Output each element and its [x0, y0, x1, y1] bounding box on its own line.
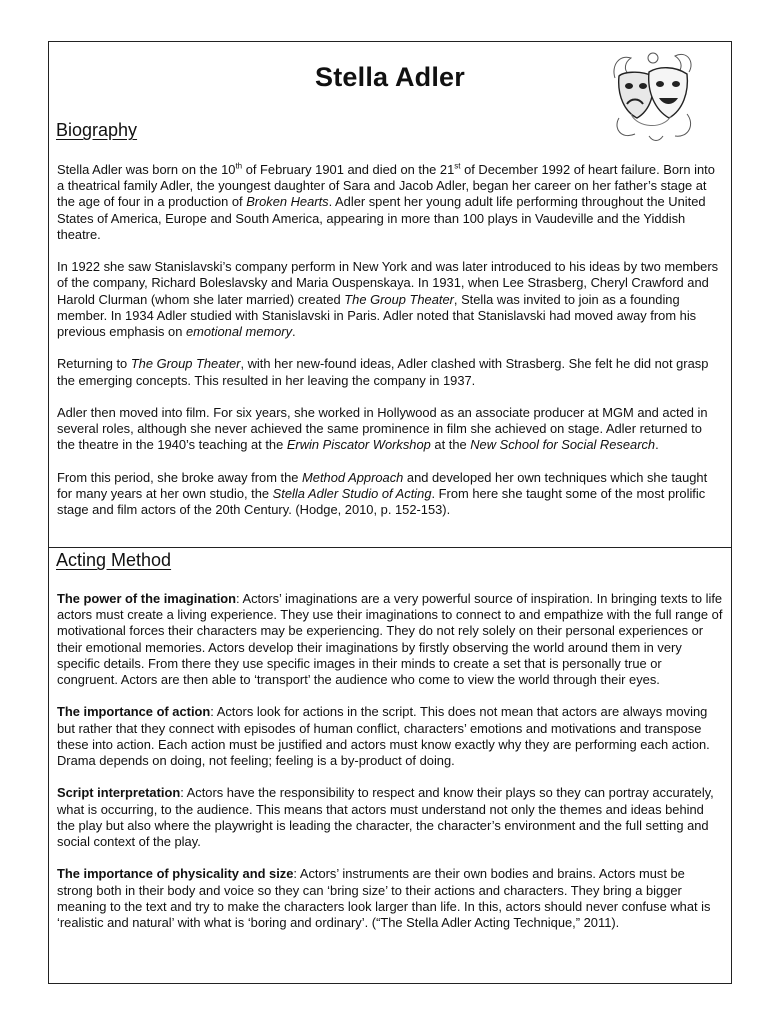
bio-paragraph-5: From this period, she broke away from the Method Approach and developed her own techniques which she taught for many years at her own studio, the Stella Adler Studio of Acting. From here she taught some of the most prolific stage and film actors of the 20th Century. (Hodge, 2010, p. 152-153). [57, 469, 708, 518]
page-frame [48, 41, 732, 984]
biography-text [57, 162, 723, 535]
acting-method-heading: Acting Method [56, 550, 172, 570]
biography-section [49, 42, 731, 548]
page-title: Stella Adler [315, 62, 465, 92]
method-item: The importance of action: Actors look for actions in the script. This does not mean that actors are always moving but rather that they connect with episodes of human conflict, characters’ emotions and motivations and transpose these into action. Each action must be justified and actors must know exactly why they are performing each action. Drama depends on doing, not feeling; feeling is a by-product of doing. [57, 704, 710, 769]
method-item: The importance of physicality and size: Actors’ instruments are their own bodies and brains. Actors must be strong both in their body and voice so they can ‘bring size’ to their actions and characters. They bring a bigger meaning to the text and try to make the characters look larger than life. In this, actors should never confuse what is ‘realistic and natural’ with what is ‘boring and ordinary’. (“The Stella Adler Acting Technique,” 2011). [57, 866, 711, 931]
theatre-masks-icon [609, 48, 697, 144]
method-item: The power of the imagination: Actors’ imaginations are a very powerful source of inspiration. In bringing texts to life actors must create a living experience. They use their imaginations to connect to and empathize with the full range of motivational forces their characters may be experiencing. They do not rely solely on their personal experiences or their emotional memories. Actors develop their imaginations by firstly observing the world around them in very specific details. From there they use specific images in their minds to create a set that is personally true or congruent. Actors are then able to ‘transport’ the audience who come to view the world through their eyes. [57, 591, 723, 688]
biography-heading: Biography [56, 120, 138, 140]
acting-method-section [49, 548, 731, 983]
method-item: Script interpretation: Actors have the responsibility to respect and know their plays so they can portray accurately, what is occurring, to the audience. This means that actors must understand not only the themes and ideas behind the play but also where the playwright is leading the character, the character’s environment and the full setting and social context of the play. [57, 785, 714, 850]
bio-paragraph-1: Stella Adler was born on the 10th of February 1901 and died on the 21st of December 1992 of heart failure. Born into a theatrical family Adler, the youngest daughter of Sara and Jacob Adler, began her career on her father’s stage at the age of four in a production of Broken Hearts. Adler spent her young adult life performing throughout the United States of America, Europe and South America, appearing in more than 100 plays in Vaudeville and the Yiddish theatre. [57, 161, 715, 242]
acting-method-text [57, 591, 723, 947]
bio-paragraph-4: Adler then moved into film. For six years, she worked in Hollywood as an associate producer at MGM and acted in several roles, although she never achieved the same prominence in film she achieved on stage. Adler returned to the theatre in the 1940’s teaching at the Erwin Piscator Workshop at the New School for Social Research. [57, 405, 708, 453]
bio-paragraph-3: Returning to The Group Theater, with her new-found ideas, Adler clashed with Strasberg. She felt he did not grasp the emerging concepts. This resulted in her leaving the company in 1937. [57, 356, 709, 388]
bio-paragraph-2: In 1922 she saw Stanislavski’s company perform in New York and was later introduced to his ideas by two members of the company, Richard Boleslavsky and Maria Ouspenskaya. In 1931, when Lee Strasberg, Cheryl Crawford and Harold Clurman (whom she later married) created The Group Theater, Stella was invited to join as a founding member. In 1934 Adler studied with Stanislavski in Paris. Adler noted that Stanislavski had moved away from his previous emphasis on emotional memory. [57, 259, 719, 340]
